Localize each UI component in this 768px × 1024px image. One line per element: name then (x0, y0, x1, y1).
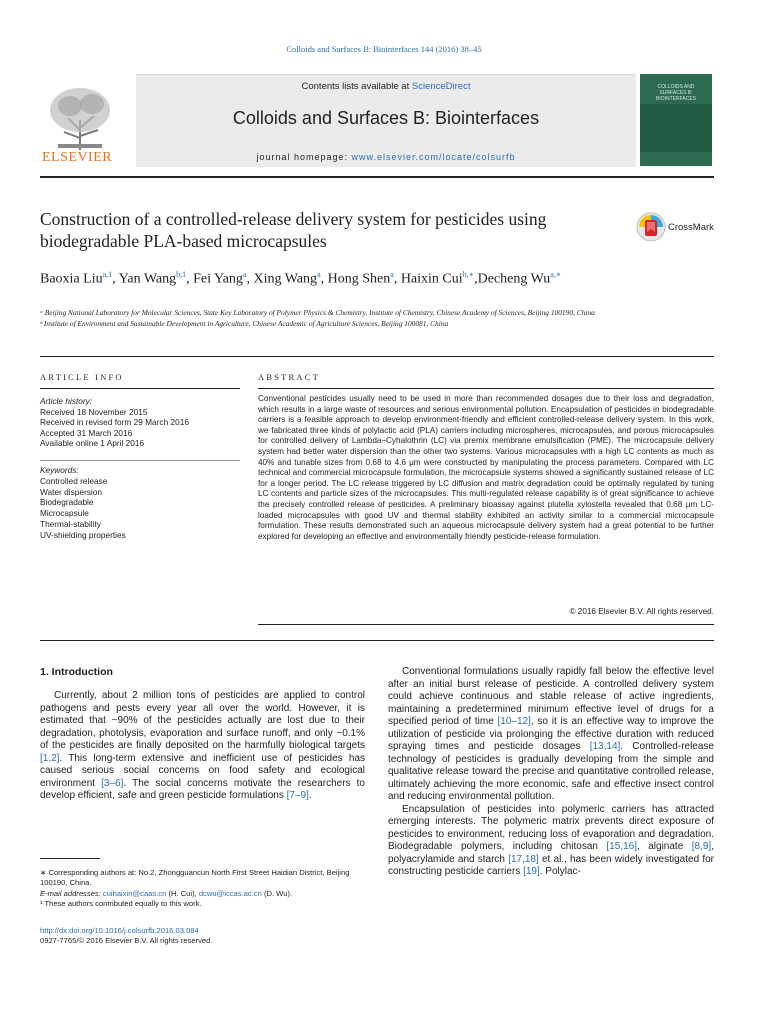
paragraph-text: Encapsulation of pesticides into polymeric carriers has attracted emerging interests. The polymeric matrix prevents direct exposure of pesticides to environment, reducing loss of evaporation and degradation. Biodegradable polymers, including chitosan (388, 803, 714, 852)
affiliation-b: ᵇ Institute of Environment and Sustainable Development in Agriculture, Chinese Academic of Agriculture Sciences, Beijing 100081, China (40, 318, 449, 328)
masthead (40, 74, 712, 166)
keywords (40, 465, 240, 541)
history-label: Article history: (40, 396, 93, 406)
author-name: Xing Wang (253, 271, 318, 287)
author-affiliation-marker[interactable]: a,∗ (550, 270, 562, 279)
intro-paragraph-1 (40, 690, 365, 803)
intro-paragraph-2 (388, 666, 714, 804)
article-info-heading: ARTICLE INFO (40, 372, 124, 382)
author-name: Baoxia Liu (40, 271, 103, 287)
keywords-rule (40, 460, 240, 461)
history-accepted: Accepted 31 March 2016 (40, 427, 133, 438)
history-online: Available online 1 April 2016 (40, 438, 145, 449)
paragraph-text: , alginate (637, 841, 692, 852)
footnotes (40, 868, 365, 910)
journal-reference-link[interactable]: Colloids and Surfaces B: Biointerfaces 144 (2016) 38–45 (286, 44, 482, 54)
contents-prefix: Contents lists available at (301, 81, 412, 92)
crossmark-badge[interactable] (636, 212, 726, 246)
keywords-label: Keywords: (40, 465, 79, 475)
citation-link[interactable]: [13,14] (589, 741, 621, 752)
paragraph-text: . Polylac- (539, 866, 581, 877)
footnote-rule (40, 858, 100, 859)
paragraph-text: Conventional formulations usually rapidly fall below the effective level after an initial burst release of pesticide. A controlled delivery system could achieve continuous and stable release of active ingredients, maintaining a predetermined minimum effective level of drugs for a specified period of time (388, 666, 714, 727)
citation-link[interactable]: [19] (523, 866, 540, 877)
author-affiliation-marker[interactable]: a,1 (102, 270, 113, 279)
paragraph-text: . This long-term extensive and inefficient use of pesticides has caused serious social concerns on food safety and ecological environment (40, 752, 365, 789)
elsevier-wordmark: ELSEVIER (42, 150, 113, 165)
crossmark-label: CrossMark (668, 222, 714, 233)
author-name: Yan Wang (118, 271, 177, 287)
author-separator: , (246, 271, 254, 287)
author-separator: , (393, 271, 401, 287)
header-divider (40, 176, 714, 178)
citation-link[interactable]: [1,2] (40, 752, 60, 764)
abstract-text: Conventional pesticides usually need to be used in more than recommended dosages due to their loss and degradation, which results in a large waste of resources and serious environmental pollution. Encapsulation of pesticides in biodegradable carriers is a feasible approach to develop environment-friendly and efficient controlled-release delivery system. In this work, we fabricated three kinds of polylactic acid (PLA) carriers including microspheres, microcapsules, and porous microcapsules for controlled delivery of Lambda–Cyhalothrin (LC) via premix membrane emulsification (PME). The microcapsule delivery system had better water dispersion than the other two systems. Various microcapsules with a high LC contents as much as 40% and tunable sizes from 0.68 to 4.6 μm were constructed by manipulating the process parameters. Compared with LC technical and commercial microcapsule formulation, the microcapsule systems showed a significantly sustained release of LC for a longer period. The LC release triggered by LC diffusion and matrix degradation could be optimally regulated by tuning LC contents and particle sizes of the microcapsules. This multi-regulated release capability is of great significance to achieve the precisely controlled release of pesticides. A preliminary bioassay against plutella xylostella revealed that 0.68 μm LC-loaded microcapsules with good UV and thermal stability exhibited an activity similar to a commercial microcapsule formulation. These results demonstrated such an aqueous microcapsule delivery system had a great potential to be further explored for developing an effective and environmentally friendly pesticide-release formulation. (258, 394, 714, 541)
homepage-prefix: journal homepage: (256, 152, 352, 162)
abstract-copyright: © 2016 Elsevier B.V. All rights reserved. (569, 607, 714, 616)
author-affiliation-marker[interactable]: a (317, 270, 321, 279)
history-received: Received 18 November 2015 (40, 406, 148, 417)
article-info-rule (40, 388, 240, 389)
paragraph-text: , polyacrylamide and starch (388, 841, 714, 865)
author-separator: , (474, 271, 478, 287)
body-right-column (388, 666, 714, 879)
equal-contribution-footnote: ¹ These authors contributed equally to this work. (40, 899, 202, 909)
cover-title: COLLOIDS AND SURFACES B: BIOINTERFACES (655, 84, 696, 102)
citation-link[interactable]: [7–9] (286, 790, 309, 801)
paragraph-text: . The social concerns motivate the researchers to develop efficient, safe and green pesticide formulations (40, 777, 365, 801)
email-owner-wu: (D. Wu). (261, 888, 293, 898)
author-name: Decheng Wu (477, 271, 551, 287)
citation-link[interactable]: [17,18] (508, 853, 539, 865)
affiliations (40, 308, 610, 329)
email-label: E-mail addresses: (40, 888, 103, 898)
issn-line: 0927-7765/© 2016 Elsevier B.V. All rights reserved. (40, 936, 213, 946)
paragraph-text: . (308, 790, 312, 801)
author-name: Haixin Cui (400, 271, 463, 287)
keyword-item: Biodegradable (40, 497, 94, 508)
keyword-item: Water dispersion (40, 486, 102, 497)
abstract-rule (258, 388, 714, 389)
author-list (40, 266, 700, 289)
email-link-cui[interactable]: cuihaixin@caas.cn (102, 888, 167, 898)
journal-banner (136, 74, 636, 167)
body-divider (40, 640, 714, 641)
paragraph-text: et al., has been widely investigated for constructing pesticide carriers (388, 853, 714, 877)
body-left-column (40, 690, 365, 803)
corresponding-footnote: ∗ Corresponding authors at: No.2, Zhongguancun North First Street Haidian District, Beijing 100190, China. (40, 868, 350, 888)
keyword-item: Thermal-stability (40, 518, 101, 529)
author-separator: , (112, 271, 119, 287)
homepage-line (136, 152, 636, 162)
contents-line (136, 81, 636, 92)
section-divider (40, 356, 714, 357)
email-footnote (40, 889, 365, 899)
author-name: Fei Yang (193, 271, 243, 287)
homepage-link[interactable]: www.elsevier.com/locate/colsurfb (351, 152, 516, 162)
paragraph-text: . Controlled-release technology of pesticides is gradually developing from the simple and qualitative release toward the precise and quantitative controlled release, ultimately achieving the more economic, safe and effective insect control and reducing environmental pollution. (388, 741, 714, 802)
sciencedirect-link[interactable]: ScienceDirect (411, 81, 471, 92)
author-affiliation-marker[interactable]: b,∗ (462, 270, 475, 279)
author-affiliation-marker[interactable]: a (242, 270, 247, 279)
abstract-bottom-rule (258, 624, 714, 625)
doi-block (40, 926, 340, 947)
introduction-heading: 1. Introduction (40, 666, 113, 678)
crossmark-icon (636, 212, 666, 242)
affiliation-a: ᵃ Beijing National Laboratory for Molecular Sciences, State Key Laboratory of Polymer Physics & Chemistry, Institute of Chemistry, Chinese Academy of Sciences, Beijing 100190, China (40, 308, 595, 317)
cover-band (640, 104, 712, 152)
author-name: Hong Shen (327, 271, 391, 287)
journal-title: Colloids and Surfaces B: Biointerfaces (232, 108, 540, 128)
author-affiliation-marker[interactable]: a (390, 270, 394, 279)
intro-paragraph-3 (388, 804, 714, 879)
email-owner-cui: (H. Cui), (166, 888, 199, 898)
author-separator: , (186, 271, 194, 287)
paragraph-text: Currently, about 2 million tons of pesticides are applied to control pathogens and pests every year all over the world. However, it is estimated that ~90% of the pesticides actually are lost due to their degradation, photolysis, evaporation and surface runoff, and only ~0.1% of the pesticides are finally deposited on the harmfully biological targets (40, 690, 365, 751)
keyword-item: UV-shielding properties (40, 529, 126, 540)
article-title: Construction of a controlled-release delivery system for pesticides using biodegradable PLA-based microcapsules (40, 209, 547, 251)
article-history (40, 396, 240, 449)
keyword-item: Controlled release (40, 475, 108, 486)
doi-link[interactable]: http://dx.doi.org/10.1016/j.colsurfb.2016.03.084 (40, 926, 199, 935)
journal-cover-image[interactable] (640, 74, 712, 166)
citation-link[interactable]: [10–12] (497, 716, 531, 727)
abstract-heading: ABSTRACT (258, 372, 320, 382)
citation-link[interactable]: [15,16] (606, 841, 637, 852)
author-affiliation-marker[interactable]: b,1 (176, 270, 187, 279)
citation-link[interactable]: [3–6] (101, 777, 124, 789)
citation-link[interactable]: [8,9] (691, 841, 712, 852)
history-revised: Received in revised form 29 March 2016 (40, 417, 189, 428)
author-separator: , (320, 271, 328, 287)
keyword-item: Microcapsule (40, 508, 89, 519)
email-link-wu[interactable]: dcwu@iccas.ac.cn (198, 888, 262, 898)
paragraph-text: , so it is an effective way to improve the utilization of pesticide via prolonging the effective duration with reduced spraying times and pesticide dosages (388, 716, 714, 752)
